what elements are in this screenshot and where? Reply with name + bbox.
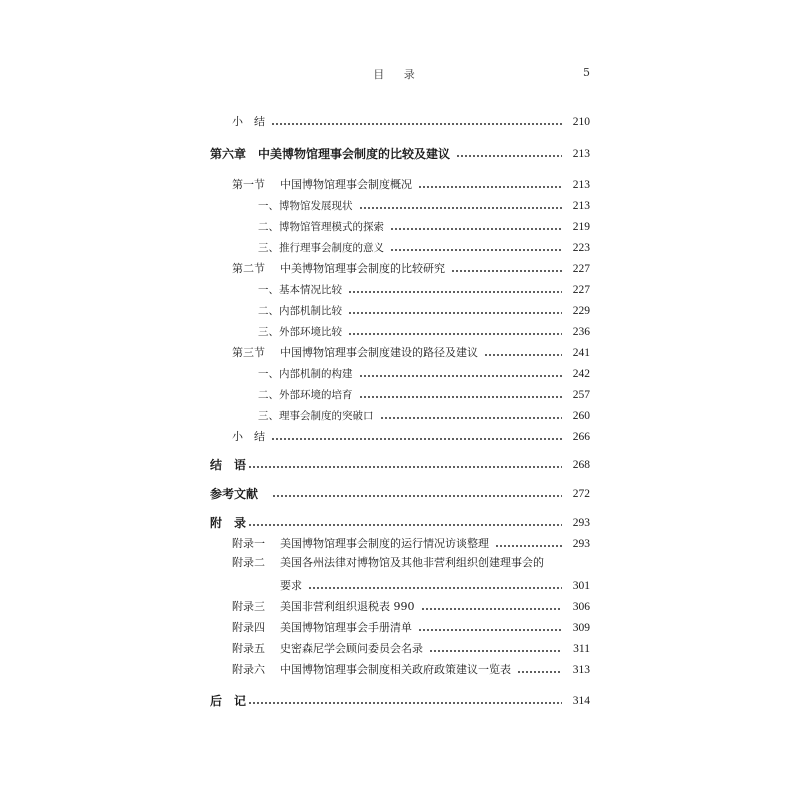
toc-entry-subsection[interactable] bbox=[210, 365, 590, 381]
toc-entry-label: 小 结 bbox=[232, 430, 265, 443]
dot-leader bbox=[390, 228, 562, 230]
dot-leader bbox=[359, 396, 563, 398]
section-title: 中美博物馆理事会制度的比较研究 bbox=[280, 262, 445, 275]
dot-leader bbox=[390, 249, 562, 251]
toc-page-number: 266 bbox=[572, 431, 590, 443]
appendix-title: 美国博物馆理事会手册清单 bbox=[280, 621, 412, 634]
toc-entry-subsection[interactable] bbox=[210, 197, 590, 213]
toc-page-number: 210 bbox=[572, 116, 590, 128]
toc-entry-label: 三、推行理事会制度的意义 bbox=[258, 242, 384, 254]
dot-leader bbox=[359, 207, 563, 209]
dot-leader bbox=[272, 495, 562, 497]
appendix-number: 附录四 bbox=[232, 621, 265, 634]
toc-entry-appendix-2-continued[interactable] bbox=[210, 577, 590, 593]
toc-entry-label bbox=[210, 537, 489, 551]
toc-page-number: 236 bbox=[572, 326, 590, 338]
toc-entry-subsection[interactable] bbox=[210, 281, 590, 297]
toc-entry-label: 二、外部环境的培育 bbox=[258, 389, 353, 401]
toc-entry-summary[interactable] bbox=[210, 113, 590, 129]
toc-page-number: 293 bbox=[572, 517, 590, 529]
toc-entry-section-3[interactable] bbox=[210, 344, 590, 360]
toc-entry-appendix-2[interactable] bbox=[210, 556, 590, 572]
appendix-number: 附录五 bbox=[232, 642, 265, 655]
dot-leader bbox=[271, 438, 562, 440]
section-title: 中国博物馆理事会制度概况 bbox=[280, 178, 412, 191]
toc-entry-appendix-3[interactable] bbox=[210, 598, 590, 614]
appendix-title: 中国博物馆理事会制度相关政府政策建议一览表 bbox=[280, 663, 511, 676]
toc-page-number: 311 bbox=[573, 643, 590, 655]
toc-page-number: 293 bbox=[572, 538, 590, 550]
toc-page-number: 227 bbox=[572, 263, 590, 275]
dot-leader bbox=[418, 186, 562, 188]
toc-entry-label: 一、博物馆发展现状 bbox=[258, 200, 353, 212]
appendix-title-continued: 要求 bbox=[280, 579, 302, 592]
appendix-number: 附录一 bbox=[232, 537, 265, 550]
dot-leader bbox=[308, 587, 562, 589]
dot-leader bbox=[421, 608, 563, 610]
dot-leader bbox=[348, 312, 562, 314]
dot-leader bbox=[248, 524, 562, 526]
chapter-title: 中美博物馆理事会制度的比较及建议 bbox=[258, 147, 451, 161]
section-title: 中国博物馆理事会制度建设的路径及建议 bbox=[280, 346, 478, 359]
toc-entry-subsection[interactable] bbox=[210, 239, 590, 255]
toc-entry-label: 附 录 bbox=[210, 516, 247, 530]
dot-leader bbox=[484, 354, 562, 356]
appendix-title: 史密森尼学会顾问委员会名录 bbox=[280, 642, 423, 655]
toc-page-number: 314 bbox=[572, 695, 590, 707]
toc-page-number: 301 bbox=[572, 580, 590, 592]
dot-leader bbox=[451, 270, 562, 272]
toc-page-number: 272 bbox=[572, 488, 590, 500]
toc-entry-appendix-1[interactable] bbox=[210, 535, 590, 551]
toc-page-number: 223 bbox=[572, 242, 590, 254]
running-head-title: 目 录 bbox=[373, 68, 423, 81]
toc-page-number: 313 bbox=[572, 664, 590, 676]
toc-entry-label bbox=[210, 621, 412, 635]
toc-entry-subsection[interactable] bbox=[210, 323, 590, 339]
dot-leader bbox=[271, 123, 562, 125]
running-head-page-number: 5 bbox=[583, 66, 590, 79]
toc-entry-label bbox=[210, 178, 412, 192]
toc-entry-label: 三、理事会制度的突破口 bbox=[258, 410, 374, 422]
toc-entry-label bbox=[210, 262, 445, 276]
toc-entry-label: 二、内部机制比较 bbox=[258, 305, 342, 317]
dot-leader bbox=[248, 466, 562, 468]
toc-entry-label: 一、内部机制的构建 bbox=[258, 368, 353, 380]
toc-page-number: 242 bbox=[572, 368, 590, 380]
toc-entry-subsection[interactable] bbox=[210, 302, 590, 318]
toc-entry-summary[interactable] bbox=[210, 428, 590, 444]
toc-entry-label: 二、博物馆管理模式的探索 bbox=[258, 221, 384, 233]
toc-page-number: 213 bbox=[572, 200, 590, 212]
dot-leader bbox=[456, 155, 562, 157]
toc-page-number: 219 bbox=[572, 221, 590, 233]
toc-page-number: 229 bbox=[572, 305, 590, 317]
toc-page-number: 213 bbox=[572, 179, 590, 191]
toc-entry-label bbox=[210, 147, 450, 161]
toc-entry-conclusion[interactable] bbox=[210, 456, 590, 472]
dot-leader bbox=[359, 375, 563, 377]
toc-entry-label bbox=[210, 600, 415, 614]
appendix-number: 附录二 bbox=[232, 556, 265, 569]
dot-leader bbox=[348, 291, 562, 293]
section-number: 第二节 bbox=[232, 262, 265, 275]
toc-entry-label: 后 记 bbox=[210, 694, 247, 708]
toc-entry-postscript[interactable] bbox=[210, 692, 590, 708]
toc-page-number: 227 bbox=[572, 284, 590, 296]
toc-entry-subsection[interactable] bbox=[210, 407, 590, 423]
toc-entry-label: 参考文献 bbox=[210, 487, 259, 501]
dot-leader bbox=[348, 333, 562, 335]
appendix-number: 附录三 bbox=[232, 600, 265, 613]
toc-page-number: 260 bbox=[572, 410, 590, 422]
toc-entry-label: 一、基本情况比较 bbox=[258, 284, 342, 296]
dot-leader bbox=[380, 417, 563, 419]
dot-leader bbox=[495, 545, 562, 547]
toc-entry-appendix[interactable] bbox=[210, 514, 590, 530]
toc-entry-label bbox=[210, 642, 423, 656]
toc-entry-appendix-6[interactable] bbox=[210, 661, 590, 677]
toc-entry-references[interactable] bbox=[210, 485, 590, 501]
toc-entry-label: 结 语 bbox=[210, 458, 247, 472]
appendix-title: 美国博物馆理事会制度的运行情况访谈整理 bbox=[280, 537, 489, 550]
toc-entry-label: 三、外部环境比较 bbox=[258, 326, 342, 338]
toc-entry-section-1[interactable] bbox=[210, 176, 590, 192]
toc-entry-subsection[interactable] bbox=[210, 386, 590, 402]
dot-leader bbox=[429, 650, 562, 652]
chapter-number: 第六章 bbox=[210, 147, 247, 161]
toc-page-number: 257 bbox=[572, 389, 590, 401]
appendix-title: 美国非营利组织退税表 990 bbox=[280, 600, 415, 613]
appendix-title: 美国各州法律对博物馆及其他非营利组织创建理事会的 bbox=[280, 556, 544, 569]
toc-entry-label bbox=[210, 346, 478, 360]
toc-entry-appendix-5[interactable] bbox=[210, 640, 590, 656]
toc-entry-chapter-6[interactable] bbox=[210, 145, 590, 161]
toc-entry-label bbox=[210, 556, 544, 569]
dot-leader bbox=[517, 671, 562, 673]
toc-page-number: 306 bbox=[572, 601, 590, 613]
appendix-number: 附录六 bbox=[232, 663, 265, 676]
toc-entry-section-2[interactable] bbox=[210, 260, 590, 276]
dot-leader bbox=[418, 629, 562, 631]
toc-page-number: 241 bbox=[572, 347, 590, 359]
section-number: 第一节 bbox=[232, 178, 265, 191]
toc-page-number: 309 bbox=[572, 622, 590, 634]
toc-entry-label bbox=[210, 663, 511, 677]
section-number: 第三节 bbox=[232, 346, 265, 359]
toc-page-number: 268 bbox=[572, 459, 590, 471]
toc-entry-appendix-4[interactable] bbox=[210, 619, 590, 635]
toc-entry-label: 小 结 bbox=[232, 115, 265, 128]
toc-page-number: 213 bbox=[572, 148, 590, 160]
dot-leader bbox=[248, 702, 562, 704]
toc-entry-subsection[interactable] bbox=[210, 218, 590, 234]
